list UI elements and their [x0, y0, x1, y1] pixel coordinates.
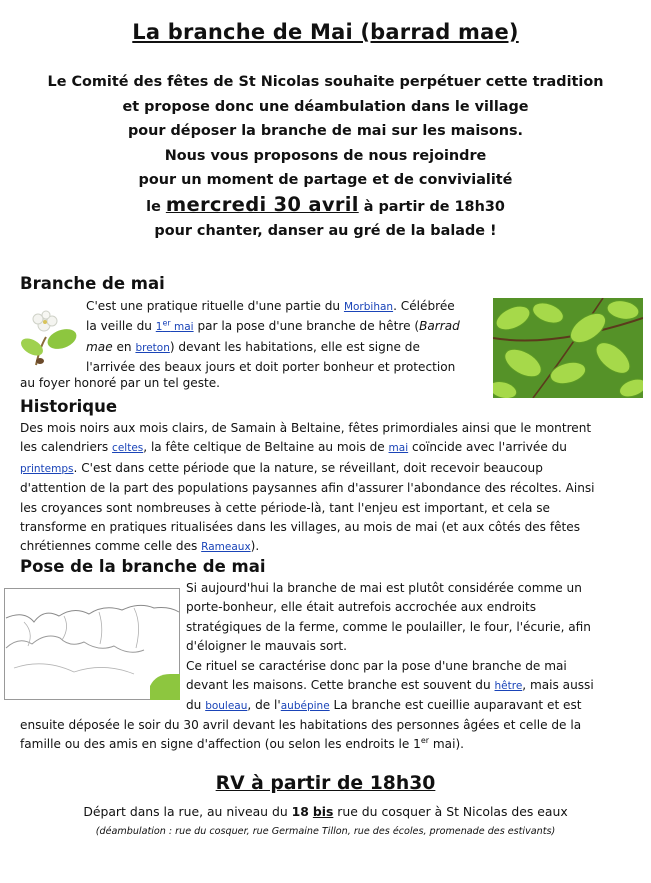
section-heading-pose: Pose de la branche de mai [20, 557, 266, 576]
text-line: d'éloigner le mauvais sort. [186, 639, 347, 654]
branche-paragraph-last: au foyer honoré par un tel geste. [20, 376, 221, 390]
intro-line: pour un moment de partage et de convivialité [138, 172, 513, 188]
intro-block [20, 70, 631, 244]
rv-heading: RV à partir de 18h30 [215, 773, 436, 794]
text-line: porte-bonheur, elle était autrefois accrochée aux endroits [186, 600, 537, 615]
intro-line: Nous vous proposons de nous rejoindre [164, 147, 487, 164]
text-line: l'arrivée des beaux jours et doit porter bonheur et protection [86, 360, 456, 375]
text-line: la veille du 1er mai par la pose d'une branche de hêtre (Barrad [86, 318, 460, 334]
link-rameaux[interactable]: Rameaux [201, 541, 251, 554]
text-line: d'attention de la part des populations paysannes afin d'assurer l'abondance des récoltes. Ainsi [20, 481, 595, 496]
text-line: transforme en pratiques ritualisées dans les villages, au mois de mai (et aux côtés des fêtes [20, 520, 581, 535]
rv-details: Départ dans la rue, au niveau du 18 bis rue du cosquer à St Nicolas des eaux [83, 804, 568, 819]
link-breton[interactable]: breton [135, 341, 170, 354]
link-mai[interactable]: mai [388, 442, 409, 455]
text-line: les calendriers celtes, la fête celtique de Beltaine au mois de mai coïncide avec l'arrivée du [20, 440, 567, 455]
text-line: ensuite déposée le soir du 30 avril devant les habitations des personnes âgées et celle de la [20, 718, 582, 732]
branche-paragraph-top [86, 297, 486, 378]
intro-line: pour déposer la branche de mai sur les maisons. [127, 123, 524, 139]
historique-paragraph [20, 419, 640, 558]
text-line: Si aujourd'hui la branche de mai est plutôt considérée comme un [186, 581, 582, 595]
link-morbihan[interactable]: Morbihan [343, 301, 394, 313]
link-1er-mai[interactable]: 1er mai [155, 318, 194, 334]
brittany-map-image [4, 588, 180, 700]
text-line: stratégiques de la ferme, comme le poulailler, le four, l'écurie, afin [186, 619, 591, 634]
text-line: du bouleau, de l'aubépine La branche est cueillie auparavant et est [186, 698, 582, 713]
link-celtes[interactable]: celtes [112, 442, 144, 455]
intro-line: et propose donc une déambulation dans le village [122, 98, 529, 115]
flower-branch-image [18, 307, 80, 369]
text-line: printemps. C'est dans cette période que la nature, se réveillant, doit recevoir beaucoup [20, 460, 543, 475]
text-line: Ce rituel se caractérise donc par la pose d'une branche de mai [186, 658, 567, 673]
text-line: chrétiennes comme celle des Rameaux). [20, 539, 260, 554]
event-date: mercredi 30 avril [165, 192, 359, 216]
text-line: mae en breton) devant les habitations, elle est signe de [86, 339, 420, 354]
rv-route-note: (déambulation : rue du cosquer, rue Germaine Tillon, rue des écoles, promenade des estivants) [95, 826, 556, 837]
date-line [20, 193, 631, 220]
link-printemps[interactable]: printemps [20, 462, 74, 475]
page-title: La branche de Mai (barrad mae) [132, 20, 519, 44]
date-prefix: le [146, 198, 166, 215]
text-line: C'est une pratique rituelle d'une partie du Morbihan. Célébrée [86, 299, 455, 313]
section-heading-branche: Branche de mai [20, 274, 165, 293]
text-line: Des mois noirs aux mois clairs, de Samain à Beltaine, fêtes primordiales ainsi que le montrent [20, 421, 592, 435]
pose-paragraph-bottom [20, 716, 645, 755]
section-heading-historique: Historique [20, 397, 118, 416]
link-bouleau[interactable]: bouleau [205, 700, 248, 713]
text-line: les croyances sont nombreuses à cette période-là, tant l'enjeu est important, et cela se [20, 500, 550, 515]
text-line: famille ou des amis en signe d'affection (ou selon les endroits le 1er mai). [20, 736, 465, 752]
pose-paragraph-top [186, 579, 646, 717]
intro-line: Le Comité des fêtes de St Nicolas souhaite perpétuer cette tradition [47, 74, 604, 90]
intro-line: pour chanter, danser au gré de la balade ! [154, 223, 497, 239]
date-suffix: à partir de 18h30 [358, 198, 505, 215]
text-line: devant les maisons. Cette branche est souvent du hêtre, mais aussi [186, 678, 594, 693]
link-hetre[interactable]: hêtre [494, 680, 523, 693]
beech-leaves-image [493, 298, 643, 398]
link-aubepine[interactable]: aubépine [280, 700, 330, 713]
